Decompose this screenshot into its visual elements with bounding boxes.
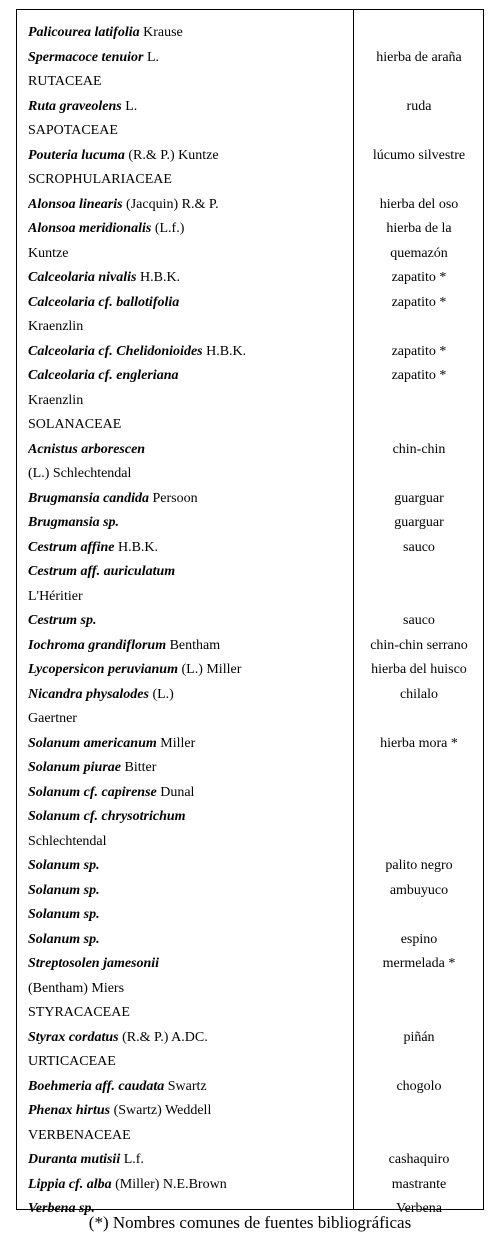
species-binomial: Calceolaria cf. engleriana <box>28 368 179 383</box>
common-name-cell: chilalo <box>399 686 439 702</box>
species-author: Miller <box>156 735 196 751</box>
species-binomial: Brugmansia candida <box>28 490 149 506</box>
common-name-cell: sauco <box>403 613 435 628</box>
common-name-cell: palito negro <box>385 858 453 873</box>
species-name-cell <box>28 389 348 414</box>
species-name-cell <box>28 217 348 242</box>
table-row <box>17 1050 483 1075</box>
species-name-cell <box>28 732 348 757</box>
species-name-cell <box>28 291 348 316</box>
footnote: (*) Nombres comunes de fuentes bibliográficas <box>88 1213 412 1232</box>
common-name-cell: sauco <box>403 539 435 555</box>
species-name-cell <box>28 315 348 340</box>
row-text: URTICACEAE <box>28 1054 116 1069</box>
species-name-cell <box>28 609 348 634</box>
table-row <box>17 242 483 267</box>
species-name-cell <box>28 903 348 928</box>
table-row <box>17 119 483 144</box>
species-author: (R.& P.) Kuntze <box>124 147 219 163</box>
common-name-cell: guarguar <box>394 515 444 530</box>
common-name-cell: ruda <box>406 98 432 114</box>
species-binomial: Ruta graveolens <box>28 98 122 114</box>
table-row <box>17 168 483 193</box>
species-binomial: Calceolaria cf. Chelidonioides <box>28 343 203 359</box>
species-name-cell <box>28 1050 348 1075</box>
species-binomial: Spermacoce tenuior <box>28 49 144 65</box>
species-binomial: Palicourea latifolia <box>28 25 140 40</box>
table-row <box>17 487 483 512</box>
species-binomial: Lippia cf. alba <box>28 1176 112 1192</box>
row-text: RUTACEAE <box>28 74 102 89</box>
species-binomial: Duranta mutisii <box>28 1152 121 1167</box>
species-name-cell <box>28 854 348 879</box>
table-row <box>17 903 483 928</box>
table-row <box>17 928 483 953</box>
common-name-cell: guarguar <box>394 490 444 506</box>
table-row <box>17 364 483 389</box>
common-name-cell: Verbena <box>396 1201 442 1216</box>
species-author: Krause <box>139 25 183 40</box>
species-name-cell <box>28 242 348 267</box>
common-name-cell: zapatito * <box>391 270 447 285</box>
table-row <box>17 1173 483 1198</box>
common-name-cell: hierba del oso <box>379 196 459 212</box>
species-name-cell <box>28 756 348 781</box>
common-name-cell: zapatito * <box>391 294 447 310</box>
species-name-cell <box>28 805 348 830</box>
species-author: L. <box>121 98 138 114</box>
species-binomial: Solanum cf. capirense <box>28 784 157 800</box>
common-name-cell: hierba de la <box>386 221 452 236</box>
row-text: Schlechtendal <box>28 833 107 849</box>
common-name-cell: chin-chin <box>392 441 446 457</box>
table-row <box>17 462 483 487</box>
species-name-cell <box>28 413 348 438</box>
row-text: VERBENACEAE <box>28 1127 131 1143</box>
common-name-cell: cashaquiro <box>388 1152 450 1167</box>
table-row <box>17 536 483 561</box>
species-name-cell <box>28 46 348 71</box>
table-row <box>17 707 483 732</box>
table-row <box>17 413 483 438</box>
common-name-cell: zapatito * <box>391 368 447 383</box>
species-binomial: Streptosolen jamesonii <box>28 956 160 971</box>
species-name-cell <box>28 438 348 463</box>
species-binomial: Styrax cordatus <box>28 1029 119 1045</box>
species-binomial: Solanum sp. <box>28 882 100 898</box>
species-binomial: Alonsoa meridionalis <box>28 221 152 236</box>
table-row <box>17 1075 483 1100</box>
species-name-cell <box>28 707 348 732</box>
species-author: H.B.K. <box>136 270 181 285</box>
table-row <box>17 732 483 757</box>
table-row <box>17 781 483 806</box>
species-name-cell <box>28 634 348 659</box>
table-row <box>17 1148 483 1173</box>
species-name-cell <box>28 462 348 487</box>
species-binomial: Cestrum sp. <box>28 613 97 628</box>
species-author: (Jacquin) R.& P. <box>122 196 219 212</box>
species-author: (L.) <box>148 686 174 702</box>
species-name-cell <box>28 977 348 1002</box>
species-name-cell <box>28 879 348 904</box>
species-name-cell <box>28 952 348 977</box>
species-author: Dunal <box>156 784 195 800</box>
common-name-cell: mermelada * <box>382 956 456 971</box>
species-name-cell <box>28 193 348 218</box>
species-binomial: Solanum cf. chrysotrichum <box>28 809 186 824</box>
species-author: L.f. <box>120 1152 144 1167</box>
species-binomial: Calceolaria nivalis <box>28 270 137 285</box>
species-author: Bentham <box>166 637 221 653</box>
common-name-cell: ambuyuco <box>389 882 449 898</box>
row-text: L'Héritier <box>28 588 83 604</box>
table-row <box>17 560 483 585</box>
species-name-cell <box>28 560 348 585</box>
species-author: H.B.K. <box>202 343 247 359</box>
species-name-cell <box>28 340 348 365</box>
common-name-cell: hierba de araña <box>376 49 462 65</box>
species-name-cell <box>28 830 348 855</box>
table-row <box>17 879 483 904</box>
table-row <box>17 805 483 830</box>
species-author: (R.& P.) A.DC. <box>118 1029 208 1045</box>
species-name-cell <box>28 266 348 291</box>
species-author: Persoon <box>148 490 198 506</box>
table-row <box>17 291 483 316</box>
species-name-cell <box>28 144 348 169</box>
species-name-cell <box>28 168 348 193</box>
table-row <box>17 70 483 95</box>
common-name-cell: lúcumo silvestre <box>372 147 466 163</box>
species-table <box>16 9 484 1216</box>
species-name-cell <box>28 95 348 120</box>
species-name-cell <box>28 1124 348 1149</box>
table-row <box>17 1099 483 1124</box>
table-row <box>17 585 483 610</box>
species-name-cell <box>28 1099 348 1124</box>
species-name-cell <box>28 70 348 95</box>
species-binomial: Solanum americanum <box>28 735 157 751</box>
row-text: SOLANACEAE <box>28 417 122 432</box>
species-name-cell <box>28 928 348 953</box>
species-name-cell <box>28 536 348 561</box>
species-author: L. <box>143 49 160 65</box>
species-binomial: Solanum sp. <box>28 858 100 873</box>
species-author: (Swartz) Weddell <box>110 1103 212 1118</box>
common-name-cell: hierba del huisco <box>371 662 467 677</box>
species-binomial: Lycopersicon peruvianum <box>28 662 178 677</box>
species-binomial: Solanum piurae <box>28 760 121 775</box>
table-row <box>17 389 483 414</box>
species-name-cell <box>28 364 348 389</box>
species-name-cell <box>28 1075 348 1100</box>
species-binomial: Brugmansia sp. <box>28 515 120 530</box>
species-author: (Miller) N.E.Brown <box>111 1176 227 1192</box>
table-row <box>17 609 483 634</box>
species-binomial: Alonsoa linearis <box>28 196 123 212</box>
table-row <box>17 46 483 71</box>
species-author: Swartz <box>164 1078 207 1094</box>
species-binomial: Iochroma grandiflorum <box>28 637 167 653</box>
common-name-cell: piñán <box>403 1029 435 1045</box>
species-binomial: Acnistus arborescen <box>28 441 146 457</box>
row-text: SCROPHULARIACEAE <box>28 172 172 187</box>
species-binomial: Nicandra physalodes <box>28 686 149 702</box>
row-text: Kuntze <box>28 245 69 261</box>
common-name-cell: chogolo <box>396 1078 442 1094</box>
table-row <box>17 756 483 781</box>
species-binomial: Boehmeria aff. caudata <box>28 1078 165 1094</box>
table-row <box>17 952 483 977</box>
table-row <box>17 21 483 46</box>
table-row <box>17 511 483 536</box>
table-rows <box>17 21 483 1222</box>
table-row <box>17 217 483 242</box>
common-name-cell: mastrante <box>391 1176 447 1192</box>
species-name-cell <box>28 119 348 144</box>
table-row <box>17 634 483 659</box>
species-binomial: Calceolaria cf. ballotifolia <box>28 294 180 310</box>
common-name-cell: zapatito * <box>391 343 447 359</box>
species-binomial: Solanum sp. <box>28 931 100 947</box>
species-binomial: Cestrum affine <box>28 539 115 555</box>
row-text: Gaertner <box>28 711 77 726</box>
species-name-cell <box>28 1173 348 1198</box>
species-name-cell <box>28 585 348 610</box>
common-name-cell: espino <box>400 931 438 947</box>
species-name-cell <box>28 21 348 46</box>
table-row <box>17 977 483 1002</box>
species-author: Bitter <box>120 760 157 775</box>
row-text: (L.) Schlechtendal <box>28 466 132 481</box>
table-row <box>17 315 483 340</box>
species-author: (L.f.) <box>151 221 185 236</box>
table-row <box>17 1026 483 1051</box>
table-row <box>17 683 483 708</box>
table-row <box>17 95 483 120</box>
species-binomial: Verbena sp. <box>28 1201 95 1216</box>
species-name-cell <box>28 683 348 708</box>
species-binomial: Solanum sp. <box>28 907 100 922</box>
species-name-cell <box>28 1148 348 1173</box>
table-row <box>17 1001 483 1026</box>
table-row <box>17 830 483 855</box>
species-author: (L.) Miller <box>177 662 242 677</box>
table-row <box>17 438 483 463</box>
common-name-cell: hierba mora * <box>380 735 458 751</box>
species-binomial: Phenax hirtus <box>28 1103 111 1118</box>
species-name-cell <box>28 511 348 536</box>
species-name-cell <box>28 658 348 683</box>
species-author: H.B.K. <box>114 539 159 555</box>
species-binomial: Cestrum aff. auriculatum <box>28 564 176 579</box>
row-text: Kraenzlin <box>28 319 84 334</box>
table-row <box>17 193 483 218</box>
common-name-cell: chin-chin serrano <box>370 637 468 653</box>
table-row <box>17 1124 483 1149</box>
species-name-cell <box>28 1001 348 1026</box>
table-row <box>17 658 483 683</box>
species-name-cell <box>28 1026 348 1051</box>
table-row <box>17 340 483 365</box>
table-row <box>17 144 483 169</box>
table-row <box>17 854 483 879</box>
species-binomial: Pouteria lucuma <box>28 147 125 163</box>
row-text: SAPOTACEAE <box>28 123 118 138</box>
species-name-cell <box>28 487 348 512</box>
row-text: (Bentham) Miers <box>28 980 125 996</box>
row-text: STYRACACEAE <box>28 1005 130 1020</box>
species-name-cell <box>28 781 348 806</box>
common-name-cell: quemazón <box>390 245 448 261</box>
row-text: Kraenzlin <box>28 392 84 408</box>
table-row <box>17 266 483 291</box>
